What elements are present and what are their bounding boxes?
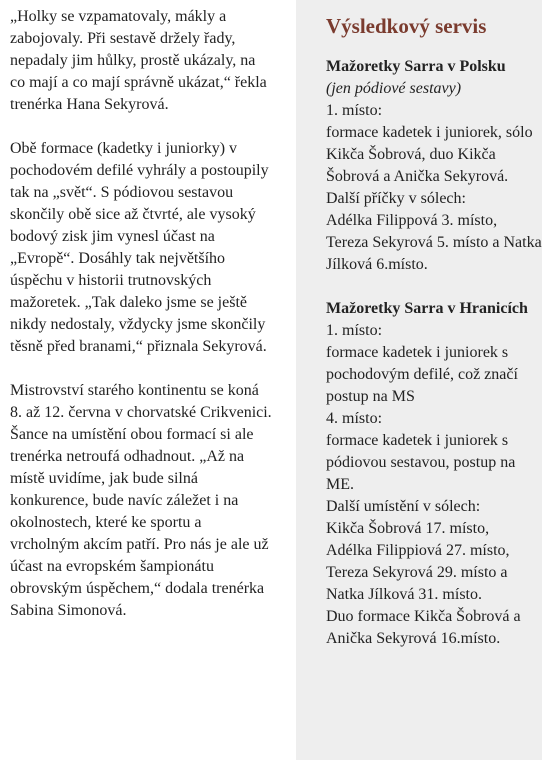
result-line: Tereza Sekyrová 29. místo a <box>326 564 508 581</box>
result-line: Kikča Šobrová 17. místo, <box>326 520 490 537</box>
article-paragraph-2: Obě formace (kadetky i juniorky) v pochodovém defilé vyhrály a postoupily tak na „svět“. S pódiovou sestavou skončily obě sice až čtvrté, ale vysoký bodový zisk jim vynesl účast na „Evropě“. Dosáhly tak největšího úspěchu v historii trutnovských mažoretek. „Tak daleko jsme se ještě nikdy nedostaly, vždycky jsme skončily těsně před branami,“ přiznala Sekyrová. <box>10 140 269 355</box>
result-line: Adélka Filippiová 27. místo, <box>326 542 510 559</box>
result-line: formace kadetek i juniorek s pochodovým defilé, což značí postup na MS <box>326 344 518 405</box>
result-line: Duo formace Kikča Šobrová a Anička Sekyrová 16.místo. <box>326 608 521 647</box>
result-line: formace kadetek i juniorek s pódiovou sestavou, postup na ME. <box>326 432 516 493</box>
result-line: Adélka Filippová 3. místo, Tereza Sekyrová 5. místo a Natka Jílková 6.místo. <box>326 212 542 273</box>
result-line: formace kadetek i juniorek, sólo Kikča Šobrová, duo Kikča Šobrová a Anička Sekyrová. <box>326 124 533 185</box>
result-line: Další umístění v sólech: <box>326 498 481 515</box>
result-line: 1. místo: <box>326 322 383 339</box>
article-paragraph-3: Mistrovství starého kontinentu se koná 8. až 12. června v chorvatské Crikvenici. Šance na umístění obou formací si ale trenérka netroufá odhadnout. „Až na místě uvidíme, jak bude silná konkurence, bude navíc záležet i na okolnostech, které ke sportu a vrcholným akcím patří. Pro nás je ale už účast na evropském šampionátu obrovským úspěchem,“ dodala trenérka Sabina Simonová. <box>10 382 272 619</box>
result-line: 1. místo: <box>326 102 383 119</box>
results-block-polsko <box>326 56 542 276</box>
results-block-hranice <box>326 298 542 650</box>
sidebar-title: Výsledkový servis <box>326 14 487 38</box>
results-sidebar <box>296 0 542 760</box>
result-line: 4. místo: <box>326 410 383 427</box>
article-paragraph-1: „Holky se vzpamatovaly, mákly a zabojovaly. Při sestavě držely řady, nepadaly jim hůlky, prostě ukázaly, na co mají a co mají správně ukázat,“ řekla trenérka Hana Sekyrová. <box>10 8 267 113</box>
article-column <box>10 6 272 644</box>
result-line: Natka Jílková 31. místo. <box>326 586 482 603</box>
block-title: Mažoretky Sarra v Polsku <box>326 58 506 75</box>
block-subtitle: (jen pódiové sestavy) <box>326 80 462 97</box>
result-line: Další příčky v sólech: <box>326 190 466 207</box>
block-title: Mažoretky Sarra v Hranicích <box>326 300 528 317</box>
